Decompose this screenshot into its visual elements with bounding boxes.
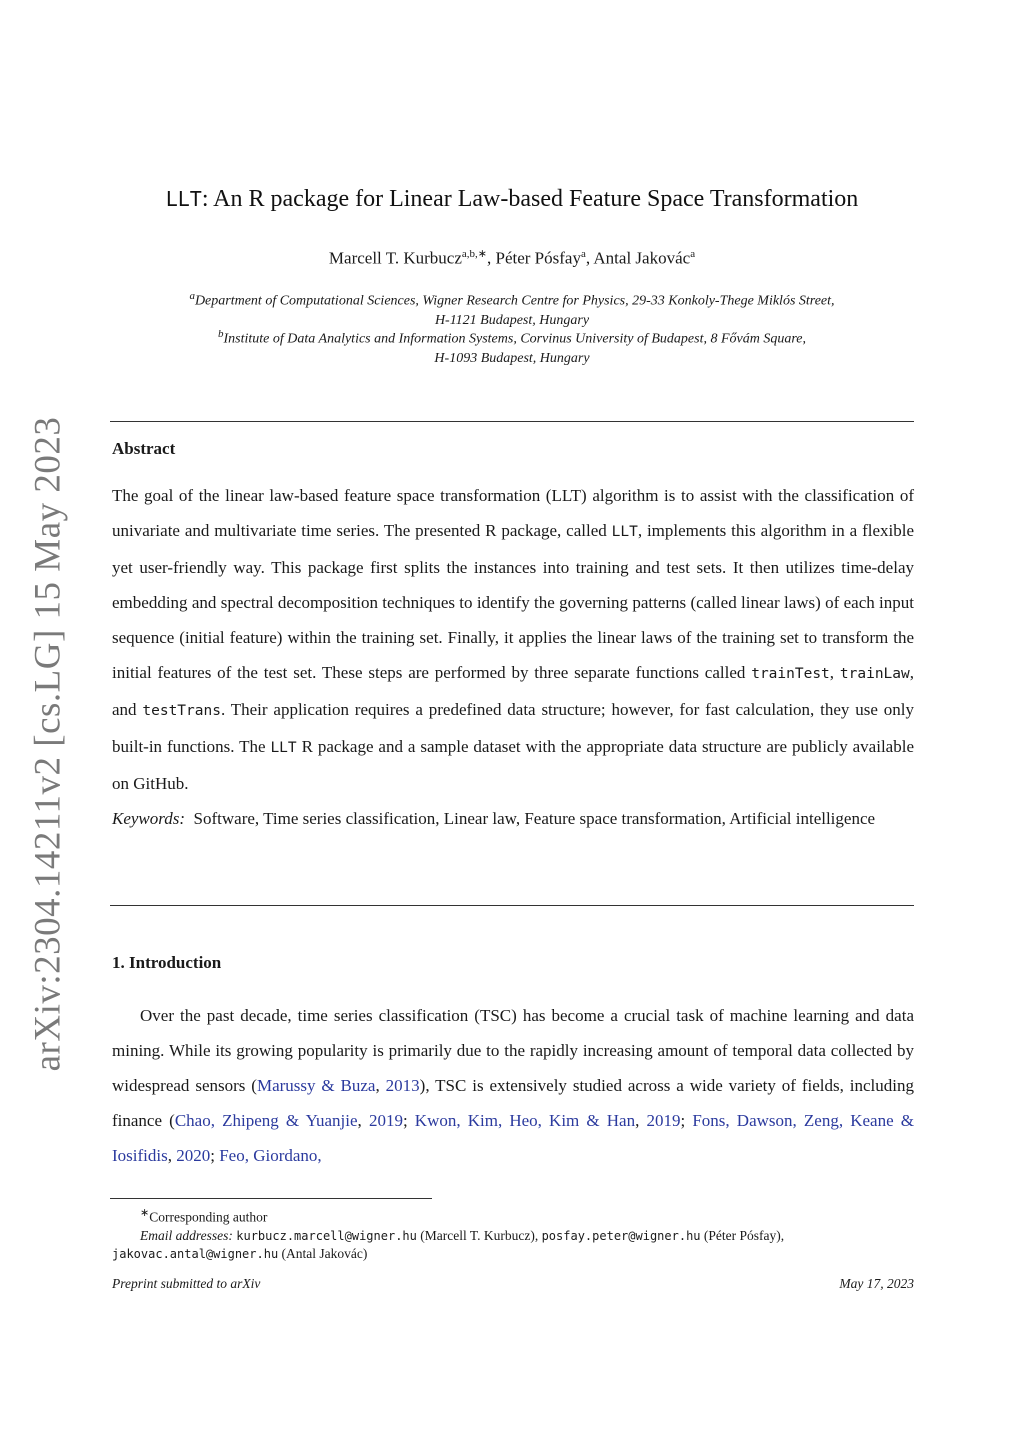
intro-text-segment: ; <box>680 1111 693 1130</box>
affiliation-b <box>110 325 914 368</box>
author-name: Antal Jakovác <box>593 248 691 268</box>
abstract-text-segment: R package and a sample dataset with the appropriate data structure are publicly available on GitHub. <box>112 737 914 793</box>
footnote-email-owner: (Péter Pósfay), <box>700 1227 785 1243</box>
affiliation-line: H-1093 Budapest, Hungary <box>434 350 590 366</box>
citation-link[interactable]: Marussy & Buza <box>256 1076 376 1095</box>
intro-text-segment: ), TSC is extensively studied across a wide variety of fields, including finance ( <box>112 1076 914 1130</box>
abstract-text-segment: The goal of the linear law-based feature space transformation (LLT) algorithm is to assist with the classification of univariate and multivariate time series. The presented R package, called <box>112 486 914 540</box>
footnote-email-owner: (Antal Jakovác) <box>278 1245 368 1261</box>
citation-link[interactable]: Kwon, Kim, Heo, Kim & Han <box>414 1111 636 1130</box>
affiliation-line: Institute of Data Analytics and Information Systems, Corvinus University of Budapest, 8 Fővám Square, <box>223 331 806 347</box>
email-link[interactable]: posfay.peter@wigner.hu <box>541 1228 701 1243</box>
intro-text-segment: , <box>167 1146 177 1165</box>
author-affiliation-mark: a,b,∗ <box>461 248 487 260</box>
affiliation-line: H-1121 Budapest, Hungary <box>434 312 590 328</box>
footer-preprint-note: Preprint submitted to arXiv <box>112 1276 261 1291</box>
footnote-corresponding <box>112 1204 914 1227</box>
intro-text-segment: Over the past decade, time series classification (TSC) has become a crucial task of machine learning and data mining. While its growing popularity is primarily due to the rapidly increasing amount of temporal data collected by widespread sensors ( <box>112 1006 914 1095</box>
author-affiliation-mark: a <box>690 248 696 260</box>
email-link[interactable]: jakovac.antal@wigner.hu <box>112 1246 279 1261</box>
author-separator: , <box>486 248 496 268</box>
author-name: Péter Pósfay <box>495 248 581 268</box>
author-name: Marcell T. Kurbucz <box>328 248 462 268</box>
inline-code: LLT <box>270 740 297 756</box>
email-link[interactable]: kurbucz.marcell@wigner.hu <box>236 1228 417 1243</box>
citation-link[interactable]: Chao, Zhipeng & Yuanjie <box>174 1111 358 1130</box>
abstract-heading: Abstract <box>112 439 176 458</box>
citation-year-link[interactable]: 2019 <box>368 1111 403 1130</box>
footnote-corresponding-text: Corresponding author <box>149 1209 268 1225</box>
intro-text-segment: , <box>635 1111 647 1130</box>
citation-link[interactable]: Fons, Dawson, Zeng, Keane & Iosifidis <box>112 1111 914 1165</box>
keywords <box>112 801 914 836</box>
author-affiliation-mark: a <box>580 248 586 260</box>
footnote-emails <box>112 1227 914 1263</box>
citation-year-link[interactable]: 2019 <box>646 1111 681 1130</box>
arxiv-identifier-stamp: arXiv:2304.14211v2 [cs.LG] 15 May 2023 <box>27 416 69 1072</box>
abstract-text-segment: , and <box>112 663 914 719</box>
footnote-email-label-wrap <box>112 1228 233 1243</box>
paper-title <box>110 186 914 213</box>
inline-code: trainLaw <box>839 666 910 682</box>
affiliation-a <box>110 287 914 330</box>
keywords-label: Keywords: <box>112 809 186 828</box>
intro-text-segment: ; <box>402 1111 415 1130</box>
footnote-mark: ∗ <box>140 1207 150 1219</box>
abstract-text-segment: , implements this algorithm in a flexible yet user-friendly way. This package first splits the instances into training and test sets. It then utilizes time-delay embedding and spectral decomposition techniques to identify the governing patterns (called linear laws) of each input sequence (initial feature) within the training set. Finally, it applies the linear laws of the training set to transform the initial features of the test set. These steps are performed by three separate functions called <box>112 521 914 682</box>
introduction-body <box>112 998 914 1173</box>
affiliation-line: Department of Computational Sciences, Wigner Research Centre for Physics, 29-33 Konkoly-Thege Miklós Street, <box>194 293 835 309</box>
author-list <box>110 247 914 269</box>
footnote-email-owner: (Marcell T. Kurbucz), <box>416 1227 542 1243</box>
inline-code: trainTest <box>751 666 830 682</box>
citation-link[interactable]: Feo, Giordano, <box>219 1146 322 1165</box>
title-text: : An R package for Linear Law-based Feature Space Transformation <box>201 186 859 212</box>
citation-year-link[interactable]: 2020 <box>176 1146 211 1165</box>
abstract-bottom-rule <box>110 905 914 906</box>
title-package-name: LLT <box>165 187 202 211</box>
citation-year-link[interactable]: 2013 <box>385 1076 420 1095</box>
intro-text-segment: , <box>375 1076 386 1095</box>
footnote-rule <box>110 1198 432 1199</box>
footnote <box>112 1204 914 1263</box>
section-heading: 1. Introduction <box>112 953 222 972</box>
footer-date: May 17, 2023 <box>839 1276 914 1291</box>
abstract-text-segment: , <box>829 663 840 682</box>
abstract-text-segment: . Their application requires a predefined data structure; however, for fast calculation, they use only built-in functions. The <box>112 700 914 756</box>
keywords-list: Software, Time series classification, Linear law, Feature space transformation, Artificial intelligence <box>193 809 876 828</box>
inline-code: LLT <box>611 524 638 540</box>
affiliation-mark: a <box>189 290 195 302</box>
intro-text-segment: , <box>357 1111 369 1130</box>
author-separator: , <box>585 248 594 268</box>
intro-text-segment: ; <box>210 1146 220 1165</box>
affiliation-mark: b <box>218 328 224 340</box>
abstract-top-rule <box>110 421 914 422</box>
inline-code: testTrans <box>142 703 221 719</box>
abstract-body <box>112 478 914 836</box>
footnote-email-label: Email addresses: <box>140 1227 233 1243</box>
